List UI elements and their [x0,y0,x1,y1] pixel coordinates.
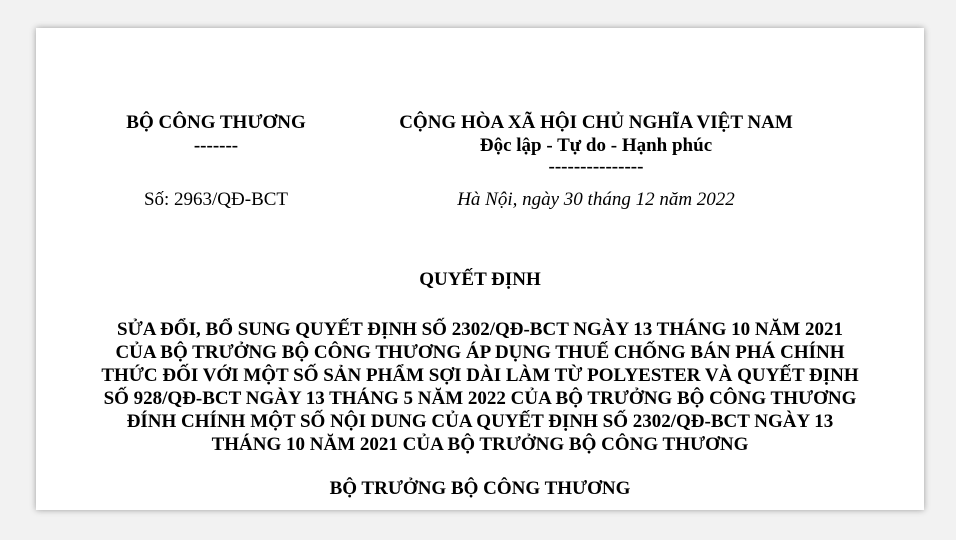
decision-title [76,318,884,456]
ministry-name: BỘ CÔNG THƯƠNG [126,112,306,133]
motto-rule: --------------- [548,156,644,177]
title-line: SỬA ĐỔI, BỔ SUNG QUYẾT ĐỊNH SỐ 2302/QĐ-BCT NGÀY 13 THÁNG 10 NĂM 2021 [117,319,843,340]
republic-name: CỘNG HÒA XÃ HỘI CHỦ NGHĨA VIỆT NAM [399,112,793,133]
issuing-authority: BỘ TRƯỞNG BỘ CÔNG THƯƠNG [329,478,631,499]
document-type: QUYẾT ĐỊNH [419,269,541,290]
title-line: CỦA BỘ TRƯỞNG BỘ CÔNG THƯƠNG ÁP DỤNG THUẾ CHỐNG BÁN PHÁ CHÍNH [115,342,845,363]
document-page [36,28,924,510]
ministry-rule: ------- [193,135,239,156]
title-line: THỨC ĐỐI VỚI MỘT SỐ SẢN PHẨM SỢI DÀI LÀM TỪ POLYESTER VÀ QUYẾT ĐỊNH [101,365,859,386]
document-number: Số: 2963/QĐ-BCT [143,189,289,210]
title-line: ĐÍNH CHÍNH MỘT SỐ NỘI DUNG CỦA QUYẾT ĐỊNH SỐ 2302/QĐ-BCT NGÀY 13 [126,411,834,432]
title-line: THÁNG 10 NĂM 2021 CỦA BỘ TRƯỞNG BỘ CÔNG THƯƠNG [211,434,749,455]
title-line: SỐ 928/QĐ-BCT NGÀY 13 THÁNG 5 NĂM 2022 CỦA BỘ TRƯỞNG BỘ CÔNG THƯƠNG [103,388,857,409]
place-and-date: Hà Nội, ngày 30 tháng 12 năm 2022 [457,189,735,210]
national-motto: Độc lập - Tự do - Hạnh phúc [479,135,713,156]
